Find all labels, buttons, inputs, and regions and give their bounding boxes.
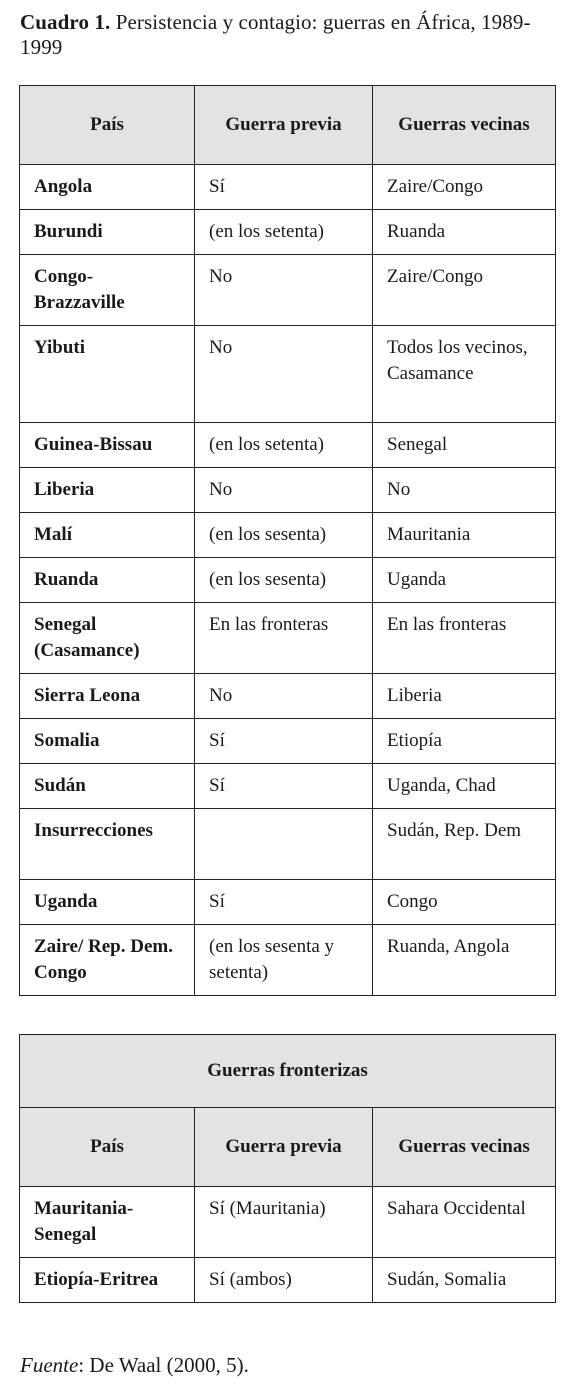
cell-guerra-previa: Sí	[195, 764, 373, 809]
table-row	[20, 880, 556, 925]
cell-guerras-vecinas: Sahara Occidental	[373, 1187, 556, 1258]
table-row	[20, 809, 556, 880]
cell-guerras-vecinas: Mauritania	[373, 513, 556, 558]
group-header-guerras-fronterizas: Guerras fronterizas	[20, 1035, 556, 1108]
cell-pais: Malí	[20, 513, 195, 558]
source-text: : De Waal (2000, 5).	[78, 1353, 249, 1377]
cell-pais: Liberia	[20, 468, 195, 513]
cell-guerras-vecinas: Sudán, Somalia	[373, 1258, 556, 1303]
cell-guerra-previa	[195, 809, 373, 880]
cell-guerra-previa: Sí (Mauritania)	[195, 1187, 373, 1258]
table-row	[20, 674, 556, 719]
cell-guerra-previa: (en los sesenta y setenta)	[195, 925, 373, 996]
cell-guerras-vecinas: Ruanda	[373, 210, 556, 255]
table-header-row	[20, 86, 556, 165]
cell-guerra-previa: No	[195, 326, 373, 423]
table-row	[20, 603, 556, 674]
header-guerras-vecinas: Guerras vecinas	[373, 86, 556, 165]
group-header-row	[20, 1035, 556, 1108]
table-row	[20, 1187, 556, 1258]
table-row	[20, 764, 556, 809]
cell-guerra-previa: Sí (ambos)	[195, 1258, 373, 1303]
cell-pais: Mauritania-Senegal	[20, 1187, 195, 1258]
table-row	[20, 210, 556, 255]
cell-guerras-vecinas: Ruanda, Angola	[373, 925, 556, 996]
cell-pais: Burundi	[20, 210, 195, 255]
cell-guerras-vecinas: Zaire/Congo	[373, 165, 556, 210]
header-guerra-previa: Guerra previa	[195, 86, 373, 165]
cell-guerra-previa: Sí	[195, 719, 373, 764]
header-pais: País	[20, 1108, 195, 1187]
table-row	[20, 326, 556, 423]
cell-pais: Yibuti	[20, 326, 195, 423]
cell-guerra-previa: No	[195, 468, 373, 513]
cell-guerra-previa: No	[195, 255, 373, 326]
cell-guerras-vecinas: Zaire/Congo	[373, 255, 556, 326]
cell-guerras-vecinas: En las fronteras	[373, 603, 556, 674]
cell-pais: Somalia	[20, 719, 195, 764]
source-note	[20, 1352, 249, 1378]
cell-guerra-previa: (en los sesenta)	[195, 558, 373, 603]
cell-pais: Angola	[20, 165, 195, 210]
cell-pais: Congo-Brazzaville	[20, 255, 195, 326]
cell-pais: Uganda	[20, 880, 195, 925]
cell-pais: Guinea-Bissau	[20, 423, 195, 468]
cell-guerras-vecinas: Sudán, Rep. Dem	[373, 809, 556, 880]
caption-label: Cuadro 1.	[20, 10, 111, 34]
header-guerra-previa: Guerra previa	[195, 1108, 373, 1187]
cell-guerras-vecinas: Congo	[373, 880, 556, 925]
table-row	[20, 423, 556, 468]
cell-guerras-vecinas: Etiopía	[373, 719, 556, 764]
cell-pais: Ruanda	[20, 558, 195, 603]
cell-pais: Senegal (Casamance)	[20, 603, 195, 674]
table-row	[20, 719, 556, 764]
cell-guerras-vecinas: Liberia	[373, 674, 556, 719]
cell-guerras-vecinas: No	[373, 468, 556, 513]
table-row	[20, 255, 556, 326]
cell-guerra-previa: (en los setenta)	[195, 210, 373, 255]
border-wars-table	[19, 1034, 556, 1303]
cell-pais: Sierra Leona	[20, 674, 195, 719]
cell-guerra-previa: No	[195, 674, 373, 719]
header-pais: País	[20, 86, 195, 165]
table-row	[20, 558, 556, 603]
cell-guerra-previa: Sí	[195, 880, 373, 925]
cell-guerra-previa: Sí	[195, 165, 373, 210]
table-header-row	[20, 1108, 556, 1187]
wars-table	[19, 85, 556, 996]
cell-guerra-previa: En las fronteras	[195, 603, 373, 674]
table-row	[20, 925, 556, 996]
table-row	[20, 513, 556, 558]
cell-pais: Insurrecciones	[20, 809, 195, 880]
cell-pais: Zaire/ Rep. Dem. Congo	[20, 925, 195, 996]
cell-guerras-vecinas: Uganda, Chad	[373, 764, 556, 809]
cell-guerras-vecinas: Todos los vecinos, Casamance	[373, 326, 556, 423]
table-row	[20, 468, 556, 513]
table-row	[20, 165, 556, 210]
header-guerras-vecinas: Guerras vecinas	[373, 1108, 556, 1187]
cell-pais: Sudán	[20, 764, 195, 809]
caption-text: Persistencia y contagio: guerras en África, 1989-1999	[20, 10, 531, 59]
cell-guerras-vecinas: Senegal	[373, 423, 556, 468]
table-row	[20, 1258, 556, 1303]
cell-guerras-vecinas: Uganda	[373, 558, 556, 603]
table-caption	[20, 10, 565, 60]
source-label: Fuente	[20, 1353, 79, 1377]
cell-pais: Etiopía-Eritrea	[20, 1258, 195, 1303]
cell-guerra-previa: (en los sesenta)	[195, 513, 373, 558]
cell-guerra-previa: (en los setenta)	[195, 423, 373, 468]
